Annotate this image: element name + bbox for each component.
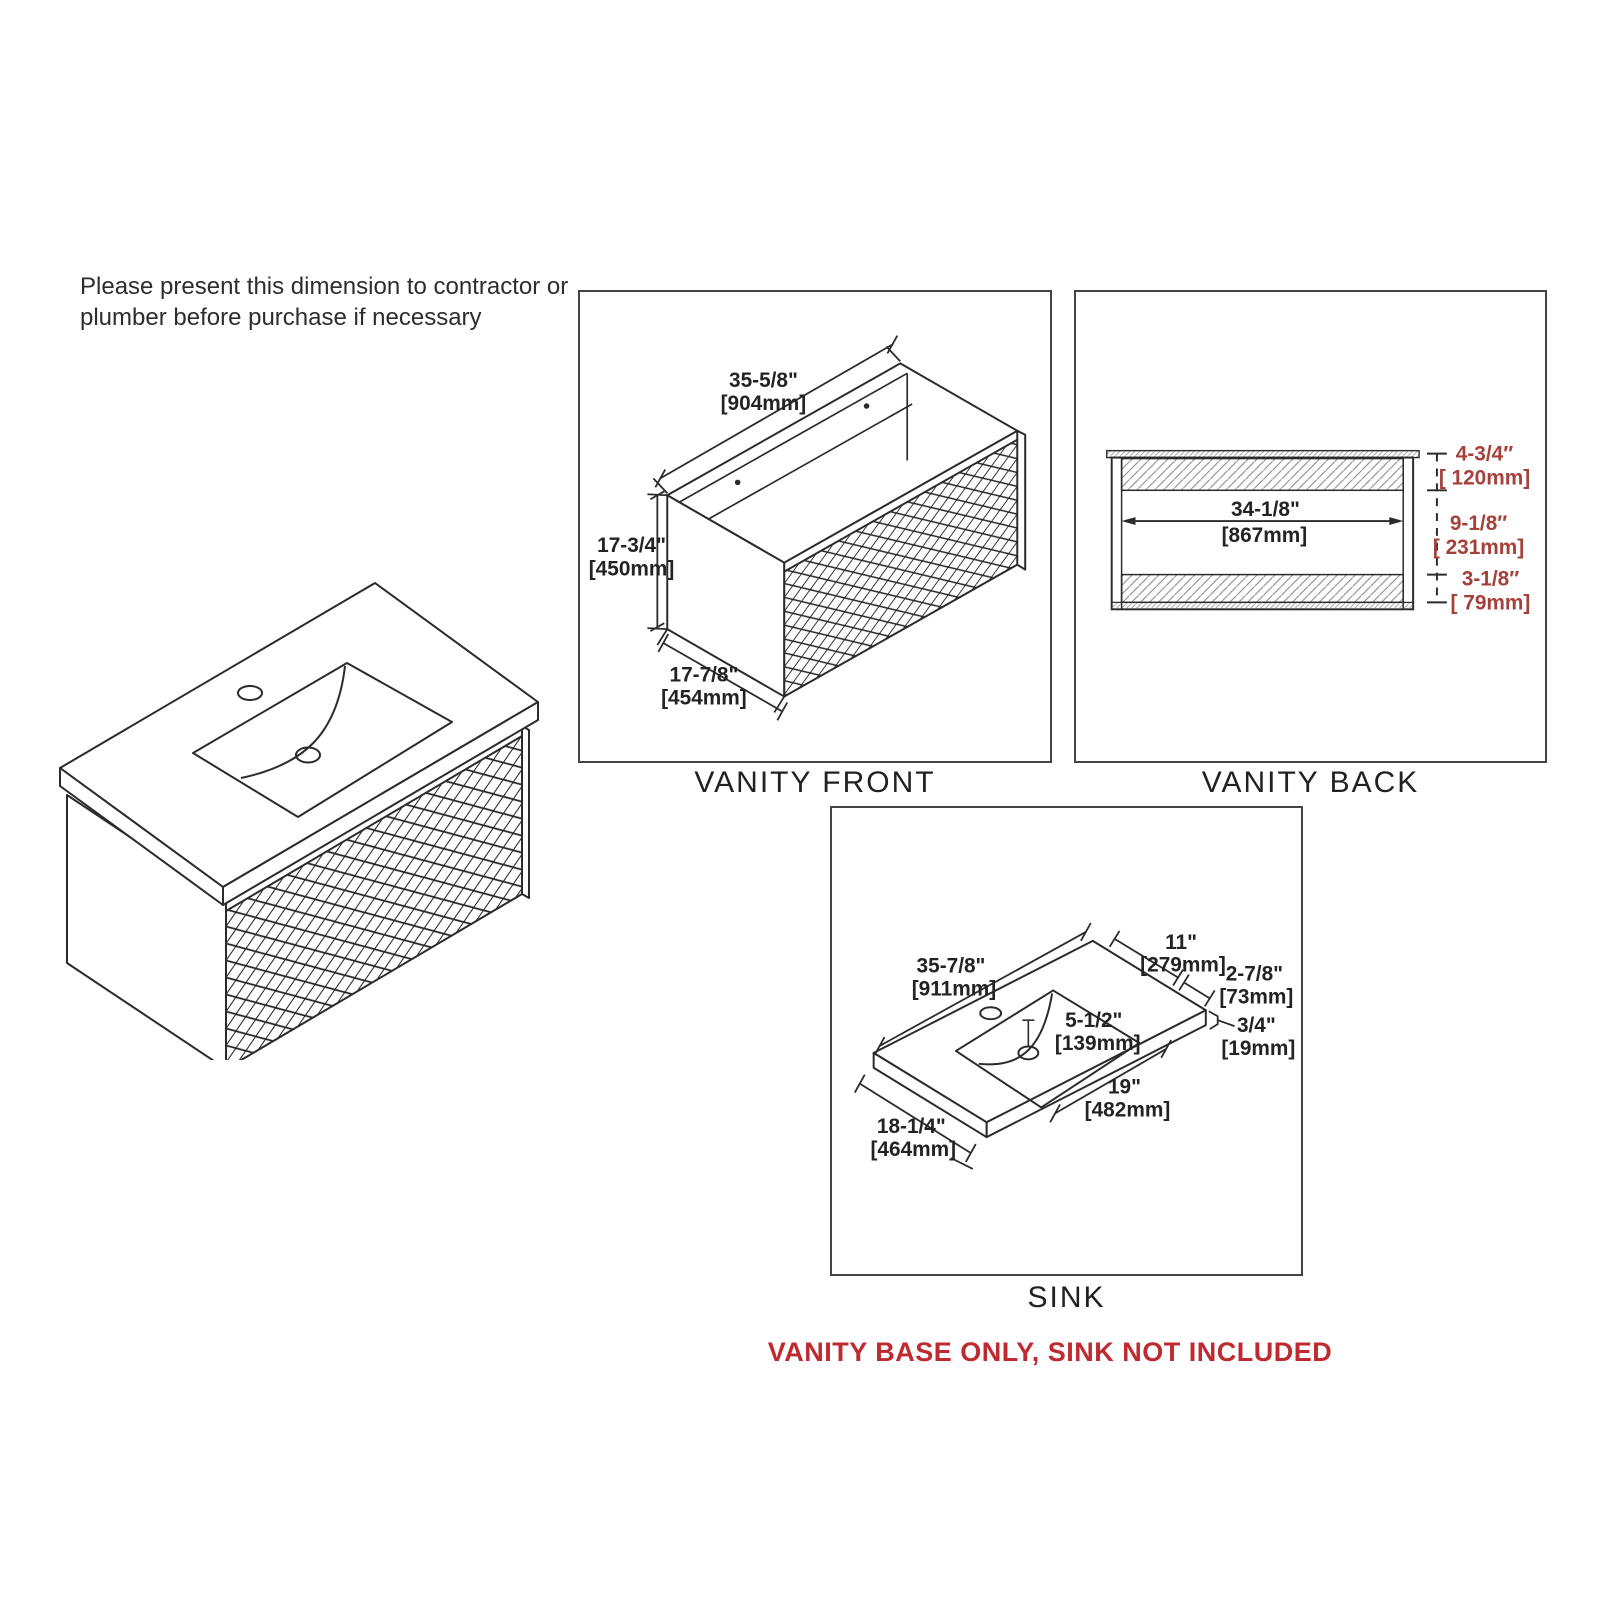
sink-deck-label: 11" — [1165, 930, 1197, 954]
vanity-front-caption: VANITY FRONT — [694, 766, 936, 799]
sink-drawing — [832, 808, 1301, 1274]
front-height-mm-label: [450mm] — [588, 557, 675, 581]
sink-basin-label: 19" — [1107, 1075, 1142, 1099]
sink-thickness-label: 3/4" — [1236, 1014, 1276, 1038]
front-depth-label: 17-7/8" — [669, 663, 739, 687]
back-top-mm-label: [ 120mm] — [1438, 466, 1531, 490]
back-middle-mm-label: [ 231mm] — [1432, 535, 1525, 559]
sink-width-label: 35-7/8" — [916, 954, 986, 978]
sink-width-mm-label: [911mm] — [911, 977, 997, 1001]
vanity-back-panel — [1074, 290, 1547, 763]
vanity-back-caption: VANITY BACK — [1201, 766, 1420, 799]
front-width-label: 35-5/8" — [728, 369, 798, 393]
sink-basin-mm-label: [482mm] — [1084, 1098, 1171, 1122]
sink-edge-mm-label: [73mm] — [1219, 985, 1294, 1009]
back-bottom-label: 3-1/8″ — [1461, 567, 1520, 591]
vanity-isometric-drawing — [45, 560, 545, 1060]
mount-hole-left — [735, 480, 741, 486]
back-middle-label: 9-1/8″ — [1449, 511, 1508, 535]
vanity-front-panel — [578, 290, 1052, 763]
warning-text: VANITY BASE ONLY, SINK NOT INCLUDED — [767, 1337, 1333, 1367]
vanity-iso-lines — [60, 583, 538, 1060]
sink-faucet-drain-label: 5-1/2" — [1065, 1009, 1123, 1033]
vanity-back-drawing — [1076, 292, 1545, 761]
back-width-mm-label: [867mm] — [1221, 523, 1308, 547]
sink-depth-mm-label: [464mm] — [870, 1138, 957, 1162]
front-depth-mm-label: [454mm] — [661, 686, 747, 710]
sink-panel — [830, 806, 1303, 1276]
front-height-label: 17-3/4" — [597, 533, 667, 557]
back-bottom-mm-label: [ 79mm] — [1450, 591, 1531, 615]
back-width-label: 34-1/8" — [1230, 498, 1300, 522]
sink-faucet-drain-mm-label: [139mm] — [1054, 1031, 1141, 1055]
sink-depth-label: 18-1/4" — [876, 1115, 946, 1139]
note-line-2: plumber before purchase if necessary — [80, 304, 482, 331]
vanity-front-drawing — [580, 292, 1050, 761]
note-line-1: Please present this dimension to contractor or — [80, 273, 569, 300]
note-text — [80, 271, 600, 333]
sink-thickness-mm-label: [19mm] — [1221, 1036, 1296, 1060]
back-top-label: 4-3/4″ — [1455, 442, 1514, 466]
mount-hole-right — [864, 403, 870, 409]
sink-deck-mm-label: [279mm] — [1140, 953, 1226, 977]
sink-edge-label: 2-7/8" — [1225, 962, 1284, 986]
front-width-mm-label: [904mm] — [720, 391, 807, 415]
sink-caption: SINK — [1027, 1281, 1106, 1314]
